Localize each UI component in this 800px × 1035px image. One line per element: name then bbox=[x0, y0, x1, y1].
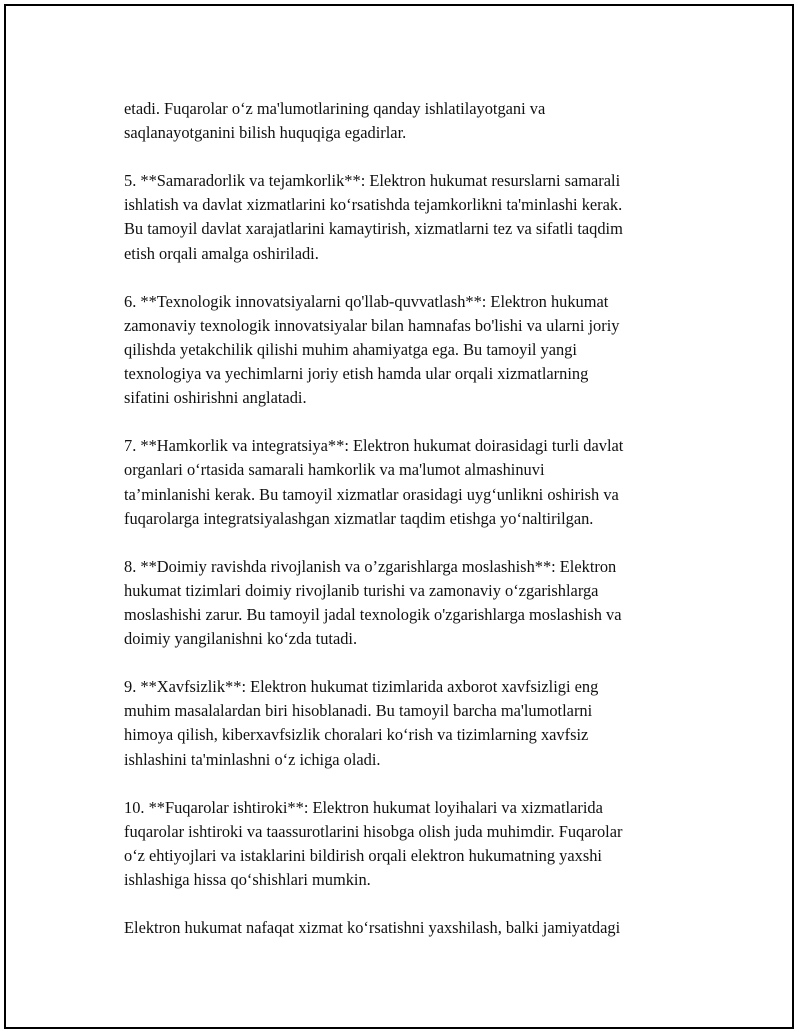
paragraph-item-7 bbox=[124, 434, 704, 530]
text-line: himoya qilish, kiberxavfsizlik choralari ko‘rish va tizimlarning xavfsiz bbox=[124, 725, 589, 745]
text-line: 5. **Samaradorlik va tejamkorlik**: Elektron hukumat resurslarni samarali bbox=[124, 171, 621, 191]
text-line: o‘z ehtiyojlari va istaklarini bildirish orqali elektron hukumatning yaxshi bbox=[124, 845, 602, 865]
text-line: ishlashiga hissa qo‘shishlari mumkin. bbox=[124, 870, 371, 889]
text-line: texnologiya va yechimlarni joriy etish hamda ular orqali xizmatlarning bbox=[124, 364, 589, 384]
text-line: moslashishi zarur. Bu tamoyil jadal texnologik o'zgarishlarga moslashish va bbox=[124, 604, 622, 624]
paragraph-conclusion bbox=[124, 916, 704, 940]
document-body bbox=[124, 97, 704, 964]
text-line: fuqarolarga integratsiyalashgan xizmatlar taqdim etishga yo‘naltirilgan. bbox=[124, 508, 594, 528]
text-line: hukumat tizimlari doimiy rivojlanib turishi va zamonaviy o‘zgarishlarga bbox=[124, 580, 599, 600]
text-line: fuqarolar ishtiroki va taassurotlarini hisobga olish juda muhimdir. Fuqarolar bbox=[124, 821, 623, 841]
paragraph-item-5 bbox=[124, 169, 704, 265]
text-line: Bu tamoyil davlat xarajatlarini kamaytirish, xizmatlarni tez va sifatli taqdim bbox=[124, 219, 623, 239]
text-line: sifatini oshirishni anglatadi. bbox=[124, 388, 307, 408]
paragraph-item-10 bbox=[124, 796, 704, 892]
text-line: qilishda yetakchilik qilishi muhim ahamiyatga ega. Bu tamoyil yangi bbox=[124, 339, 577, 359]
text-line: ishlashini ta'minlashni o‘z ichiga oladi. bbox=[124, 749, 381, 769]
paragraph-item-6 bbox=[124, 290, 704, 410]
text-line: ta’minlanishi kerak. Bu tamoyil xizmatlar orasidagi uyg‘unlikni oshirish va bbox=[124, 484, 619, 504]
text-line: etadi. Fuqarolar o‘z ma'lumotlarining qanday ishlatilayotgani va bbox=[124, 99, 546, 118]
text-line: Elektron hukumat nafaqat xizmat ko‘rsatishni yaxshilash, balki jamiyatdagi bbox=[124, 918, 621, 938]
text-line: zamonaviy texnologik innovatsiyalar bilan hamnafas bo'lishi va ularni joriy bbox=[124, 315, 620, 335]
paragraph-item-9 bbox=[124, 675, 704, 771]
paragraph-intro bbox=[124, 97, 704, 145]
text-line: 7. **Hamkorlik va integratsiya**: Elektron hukumat doirasidagi turli davlat bbox=[124, 436, 624, 456]
text-line: doimiy yangilanishni ko‘zda tutadi. bbox=[124, 629, 358, 649]
text-line: 9. **Xavfsizlik**: Elektron hukumat tizimlarida axborot xavfsizligi eng bbox=[124, 677, 599, 697]
text-line: saqlanayotganini bilish huquqiga egadirlar. bbox=[124, 123, 407, 143]
text-line: 6. **Texnologik innovatsiyalarni qo'llab-quvvatlash**: Elektron hukumat bbox=[124, 291, 609, 311]
text-line: 10. **Fuqarolar ishtiroki**: Elektron hukumat loyihalari va xizmatlarida bbox=[124, 797, 603, 817]
text-line: 8. **Doimiy ravishda rivojlanish va o’zgarishlarga moslashish**: Elektron bbox=[124, 556, 617, 576]
text-line: ishlatish va davlat xizmatlarini ko‘rsatishda tejamkorlikni ta'minlashi kerak. bbox=[124, 195, 623, 215]
text-line: organlari o‘rtasida samarali hamkorlik va ma'lumot almashinuvi bbox=[124, 460, 545, 480]
paragraph-item-8 bbox=[124, 555, 704, 651]
text-line: muhim masalalardan biri hisoblanadi. Bu tamoyil barcha ma'lumotlarni bbox=[124, 701, 593, 721]
page-frame bbox=[4, 4, 794, 1029]
text-line: etish orqali amalga oshiriladi. bbox=[124, 243, 319, 263]
